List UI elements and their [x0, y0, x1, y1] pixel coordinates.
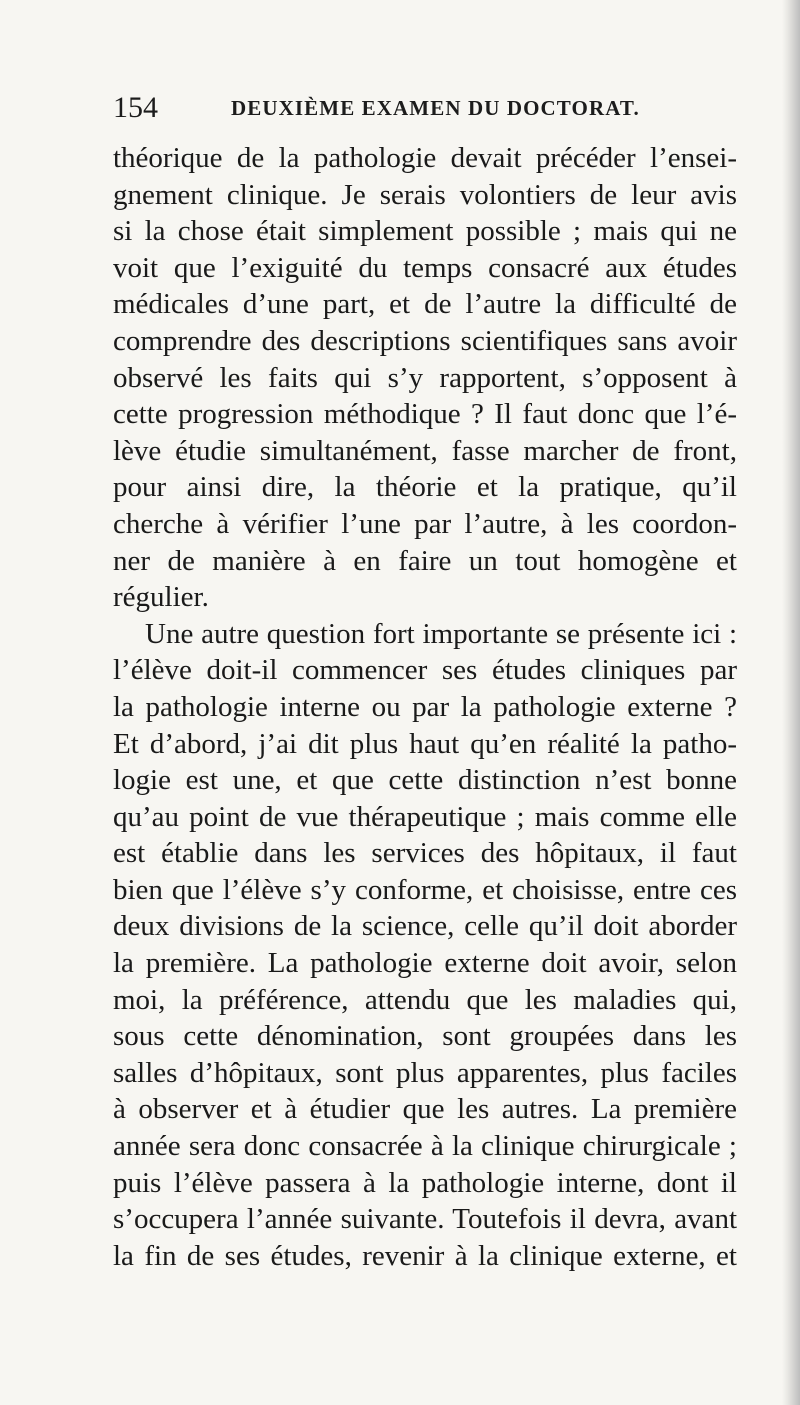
- text-line: voit que l’exiguité du temps consacré aux études: [113, 251, 737, 284]
- text-line: l’élève doit-il commencer ses études cliniques par: [113, 654, 737, 687]
- text-line: comprendre des descriptions scientifiques sans avoir: [113, 324, 737, 357]
- text-line: Une autre question fort importante se présente ici :: [145, 617, 737, 650]
- text-line: logie est une, et que cette distinction n’est bonne: [113, 764, 737, 797]
- text-line: la fin de ses études, revenir à la clinique externe, et: [113, 1239, 737, 1272]
- paragraph-2: [113, 616, 737, 1275]
- text-line: sous cette dénomination, sont groupées dans les: [113, 1020, 737, 1053]
- text-line: pour ainsi dire, la théorie et la pratique, qu’il: [113, 471, 737, 504]
- text-line: la première. La pathologie externe doit avoir, selon: [113, 947, 737, 980]
- text-line: moi, la préférence, attendu que les maladies qui,: [113, 983, 737, 1016]
- text-line: est établie dans les services des hôpitaux, il faut: [113, 837, 737, 870]
- text-line: qu’au point de vue thérapeutique ; mais comme elle: [113, 800, 737, 833]
- text-line: médicales d’une part, et de l’autre la difficulté de: [113, 288, 737, 321]
- text-line: cette progression méthodique ? Il faut donc que l’é-: [113, 398, 737, 431]
- text-line: Et d’abord, j’ai dit plus haut qu’en réalité la patho-: [113, 727, 737, 760]
- text-line: cherche à vérifier l’une par l’autre, à les coordon-: [113, 507, 737, 540]
- text-line: théorique de la pathologie devait précéder l’ensei-: [113, 142, 737, 174]
- page-edge-shadow: [782, 0, 800, 1405]
- text-line: salles d’hôpitaux, sont plus apparentes, plus faciles: [113, 1056, 737, 1089]
- text-line: bien que l’élève s’y conforme, et choisisse, entre ces: [113, 873, 737, 906]
- text-line: année sera donc consacrée à la clinique chirurgicale ;: [113, 1130, 737, 1163]
- text-line: si la chose était simplement possible ; mais qui ne: [113, 215, 737, 248]
- text-line: deux divisions de la science, celle qu’il doit aborder: [113, 910, 737, 943]
- text-line: gnement clinique. Je serais volontiers de leur avis: [113, 178, 737, 211]
- text-line: puis l’élève passera à la pathologie interne, dont il: [113, 1166, 737, 1199]
- body-text: [113, 140, 737, 1274]
- text-line: lève étudie simultanément, fasse marcher de front,: [113, 434, 737, 467]
- text-line: ner de manière à en faire un tout homogène et: [113, 544, 737, 577]
- page-header: [113, 88, 753, 128]
- text-line: observé les faits qui s’y rapportent, s’opposent à: [113, 361, 737, 394]
- running-head: DEUXIÈME EXAMEN DU DOCTORAT.: [231, 96, 640, 120]
- text-line: s’occupera l’année suivante. Toutefois il devra, avant: [113, 1203, 737, 1236]
- text-line: la pathologie interne ou par la pathologie externe ?: [113, 690, 737, 723]
- text-line: régulier.: [113, 581, 209, 614]
- page-number: 154: [113, 91, 158, 124]
- text-line: à observer et à étudier que les autres. La première: [113, 1093, 737, 1126]
- paragraph-1: [113, 140, 737, 616]
